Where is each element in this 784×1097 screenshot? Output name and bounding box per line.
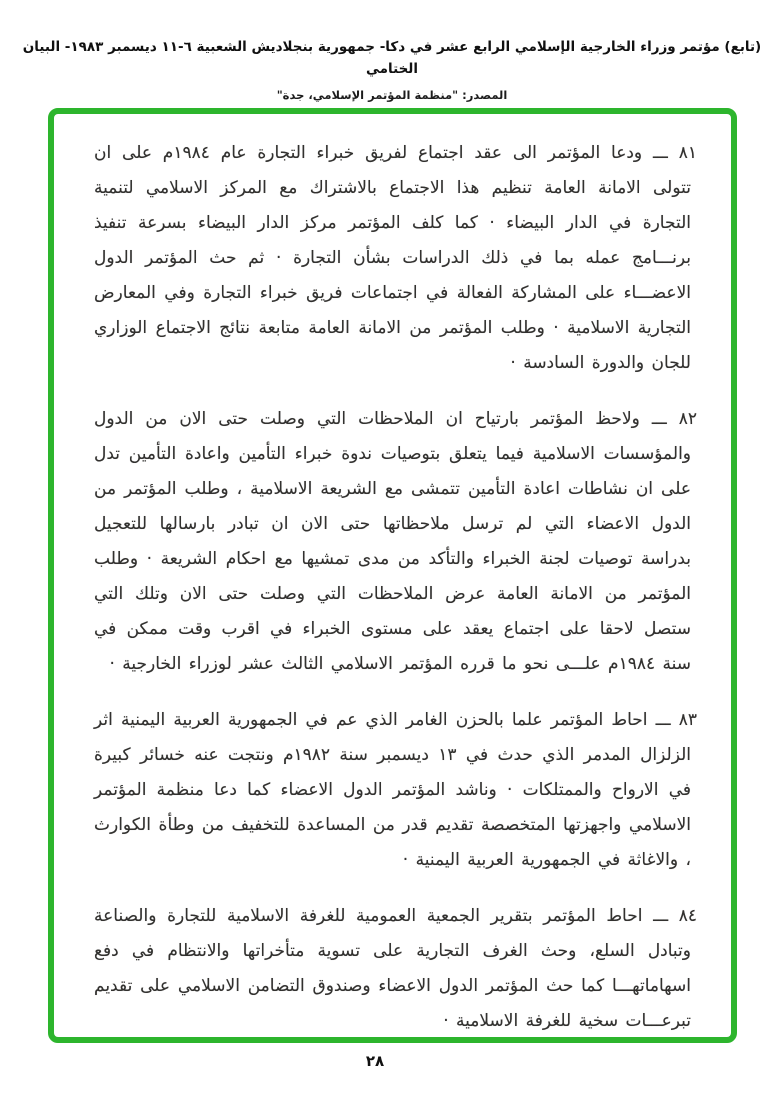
page-header: [0, 36, 784, 102]
paragraph-82: ٨٢ ـــ ولاحظ المؤتمر بارتياح ان الملاحظات التي وصلت حتى الان من الدول والمؤسسات الاسلامية فيما يتعلق بتوصيات ندوة خبراء التأمين واعادة التأمين تدل على ان نشاطات اعادة التأمين تتمشى مع الشريعة الاسلامية ، وطلب المؤتمر من الدول الاعضاء التي لم ترسل ملاحظاتها حتى الان ان تبادر بارسالها للتعجيل بدراسة توصيات لجنة الخبراء والتأكد من مدى تمشيها مع احكام الشريعة · وطلب المؤتمر من الامانة العامة عرض الملاحظات التي وصلت حتى الان وتلك التي ستصل لاحقا على اجتماع يعقد على مستوى الخبراء في اقرب وقت ممكن في سنة ١٩٨٤م علـــى نحو ما قرره المؤتمر الاسلامي الثالث عشر لوزراء الخارجية ·: [94, 409, 697, 674]
scan-highlight-frame: [48, 108, 737, 1043]
document-body: [94, 136, 697, 1039]
header-title: (تابع) مؤتمر وزراء الخارجية الإسلامي الرابع عشر في دكا- جمهورية بنجلاديش الشعبية ٦-١١ ديسمبر ١٩٨٣- البيان الختامي: [22, 39, 762, 77]
page-number: ٢٨: [365, 1052, 385, 1070]
paragraph-84: ٨٤ ـــ احاط المؤتمر بتقرير الجمعية العمومية للغرفة الاسلامية للتجارة والصناعة وتبادل السلع، وحث الغرف التجارية على تسوية متأخراتها والانتظام في دفع اسهاماتهـــا كما حث المؤتمر الدول الاعضاء وصندوق التضامن الاسلامي على تقديم تبرعـــات سخية للغرفة الاسلامية ·: [94, 906, 697, 1031]
paragraph-83: ٨٣ ـــ احاط المؤتمر علما بالحزن الغامر الذي عم في الجمهورية العربية اليمنية اثر الزلزال المدمر الذي حدث في ١٣ ديسمبر سنة ١٩٨٢م ونتجت عنه خسائر كبيرة في الارواح والممتلكات · وناشد المؤتمر الدول الاعضاء كما دعا منظمة المؤتمر الاسلامي واجهزتها المتخصصة تقديم قدر من المساعدة للتخفيف من وطأة الكوارث ، والاغاثة في الجمهورية العربية اليمنية ·: [94, 710, 697, 870]
header-source-line: المصدر: "منظمة المؤتمر الإسلامي، جدة": [276, 88, 508, 102]
paragraph-81: ٨١ ـــ ودعا المؤتمر الى عقد اجتماع لفريق خبراء التجارة عام ١٩٨٤م على ان تتولى الامانة العامة تنظيم هذا الاجتماع بالاشتراك مع المركز الاسلامي لتنمية التجارة في الدار البيضاء · كما كلف المؤتمر مركز الدار البيضاء بسرعة تنفيذ برنـــامج عمله بما في ذلك الدراسات بشأن التجارة · ثم حث المؤتمر الدول الاعضـــاء على المشاركة الفعالة في اجتماعات فريق خبراء التجارة وفي المعارض التجارية الاسلامية · وطلب المؤتمر من الامانة العامة متابعة نتائج الاجتماع الوزاري للجان والدورة السادسة ·: [94, 143, 697, 373]
